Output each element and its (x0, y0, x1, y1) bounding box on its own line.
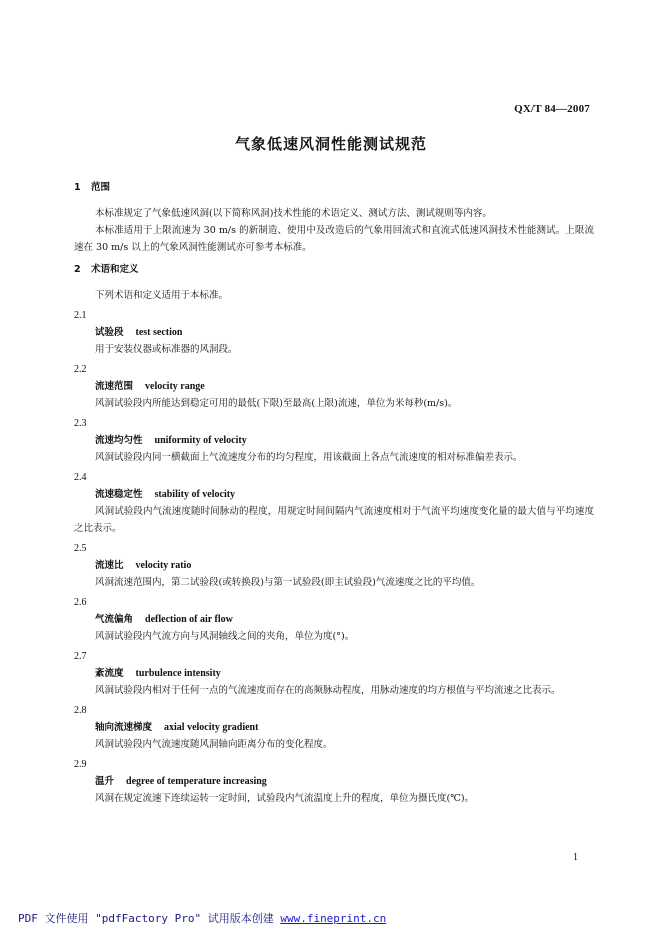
term-en: velocity ratio (135, 560, 192, 571)
term-en: turbulence intensity (135, 668, 221, 679)
term-number: 2.6 (74, 597, 87, 608)
term-cn: 流速均匀性 (95, 435, 143, 446)
term-cn: 流速范围 (95, 381, 134, 392)
term-2-2 (74, 361, 594, 412)
term-cn: 气流偏角 (95, 614, 134, 625)
term-definition: 风洞试验段内所能达到稳定可用的最低(下限)至最高(上限)流速，单位为米每秒(m/s)。 (95, 398, 458, 409)
term-cn: 温升 (95, 776, 115, 787)
term-number: 2.1 (74, 310, 87, 321)
term-heading (74, 773, 594, 790)
term-heading (74, 378, 594, 395)
term-heading (74, 432, 594, 449)
term-2-1 (74, 307, 594, 358)
term-2-4 (74, 469, 594, 537)
term-2-9 (74, 756, 594, 807)
term-definition: 风洞试验段内气流速度随风洞轴向距离分布的变化程度。 (95, 739, 333, 750)
term-number: 2.8 (74, 705, 87, 716)
section-heading-terms (74, 262, 594, 278)
section-number: 2 (74, 264, 81, 275)
section-heading-scope (74, 180, 594, 196)
term-en: axial velocity gradient (164, 722, 259, 733)
term-definition: 风洞试验段内气流方向与风洞轴线之间的夹角，单位为度(°)。 (95, 631, 355, 642)
term-2-6 (74, 594, 594, 645)
term-definition: 风洞在规定流速下连续运转一定时间，试验段内气流温度上升的程度，单位为摄氏度(℃)。 (95, 793, 475, 804)
section-title: 范围 (91, 182, 111, 193)
term-en: deflection of air flow (145, 614, 233, 625)
term-en: degree of temperature increasing (126, 776, 267, 787)
pdf-footer (18, 910, 386, 926)
term-definition: 用于安装仪器或标准器的风洞段。 (95, 344, 238, 355)
section-title: 术语和定义 (91, 264, 139, 275)
term-heading (74, 611, 594, 628)
term-number: 2.4 (74, 472, 87, 483)
term-2-8 (74, 702, 594, 753)
term-heading (74, 719, 594, 736)
term-2-7 (74, 648, 594, 699)
footer-text: PDF 文件使用 "pdfFactory Pro" 试用版本创建 (18, 912, 274, 925)
term-cn: 流速稳定性 (95, 489, 143, 500)
section-number: 1 (74, 182, 81, 193)
term-cn: 流速比 (95, 560, 124, 571)
term-definition: 风洞流速范围内，第二试验段(或转换段)与第一试验段(即主试验段)气流速度之比的平均值。 (95, 577, 481, 588)
term-en: stability of velocity (154, 489, 236, 500)
term-number: 2.5 (74, 543, 87, 554)
scope-paragraph-1: 本标准规定了气象低速风洞(以下简称风洞)技术性能的术语定义、测试方法、测试规则等内容。 (95, 208, 492, 219)
term-en: test section (135, 327, 183, 338)
term-definition: 风洞试验段内同一横截面上气流速度分布的均匀程度，用该截面上各点气流速度的相对标准偏差表示。 (95, 452, 523, 463)
term-2-3 (74, 415, 594, 466)
term-number: 2.2 (74, 364, 87, 375)
document-body (74, 180, 594, 807)
scope-paragraph-2: 本标准适用于上限流速为 30 m/s 的新制造、使用中及改造后的气象用回流式和直流式低速风洞技术性能测试。上限流速在 30 m/s 以上的气象风洞性能测试亦可参考本标准。 (74, 225, 594, 253)
term-cn: 轴向流速梯度 (95, 722, 153, 733)
term-heading (74, 665, 594, 682)
footer-link[interactable]: www.fineprint.cn (280, 912, 387, 925)
term-number: 2.9 (74, 759, 87, 770)
term-definition: 风洞试验段内气流速度随时间脉动的程度，用规定时间间隔内气流速度相对于气流平均速度变化量的最大值与平均速度之比表示。 (74, 506, 594, 534)
term-en: velocity range (145, 381, 205, 392)
term-2-5 (74, 540, 594, 591)
document-title: 气象低速风洞性能测试规范 (234, 135, 427, 153)
term-definition: 风洞试验段内相对于任何一点的气流速度而存在的高频脉动程度，用脉动速度的均方根值与平均流速之比表示。 (95, 685, 561, 696)
terms-intro: 下列术语和定义适用于本标准。 (95, 290, 229, 301)
term-heading (74, 557, 594, 574)
standard-code: QX/T 84—2007 (514, 103, 590, 115)
term-heading (74, 324, 594, 341)
term-heading (74, 486, 594, 503)
term-cn: 紊流度 (95, 668, 124, 679)
term-number: 2.7 (74, 651, 87, 662)
term-cn: 试验段 (95, 327, 124, 338)
term-number: 2.3 (74, 418, 87, 429)
page-number: 1 (573, 852, 578, 863)
term-en: uniformity of velocity (154, 435, 247, 446)
